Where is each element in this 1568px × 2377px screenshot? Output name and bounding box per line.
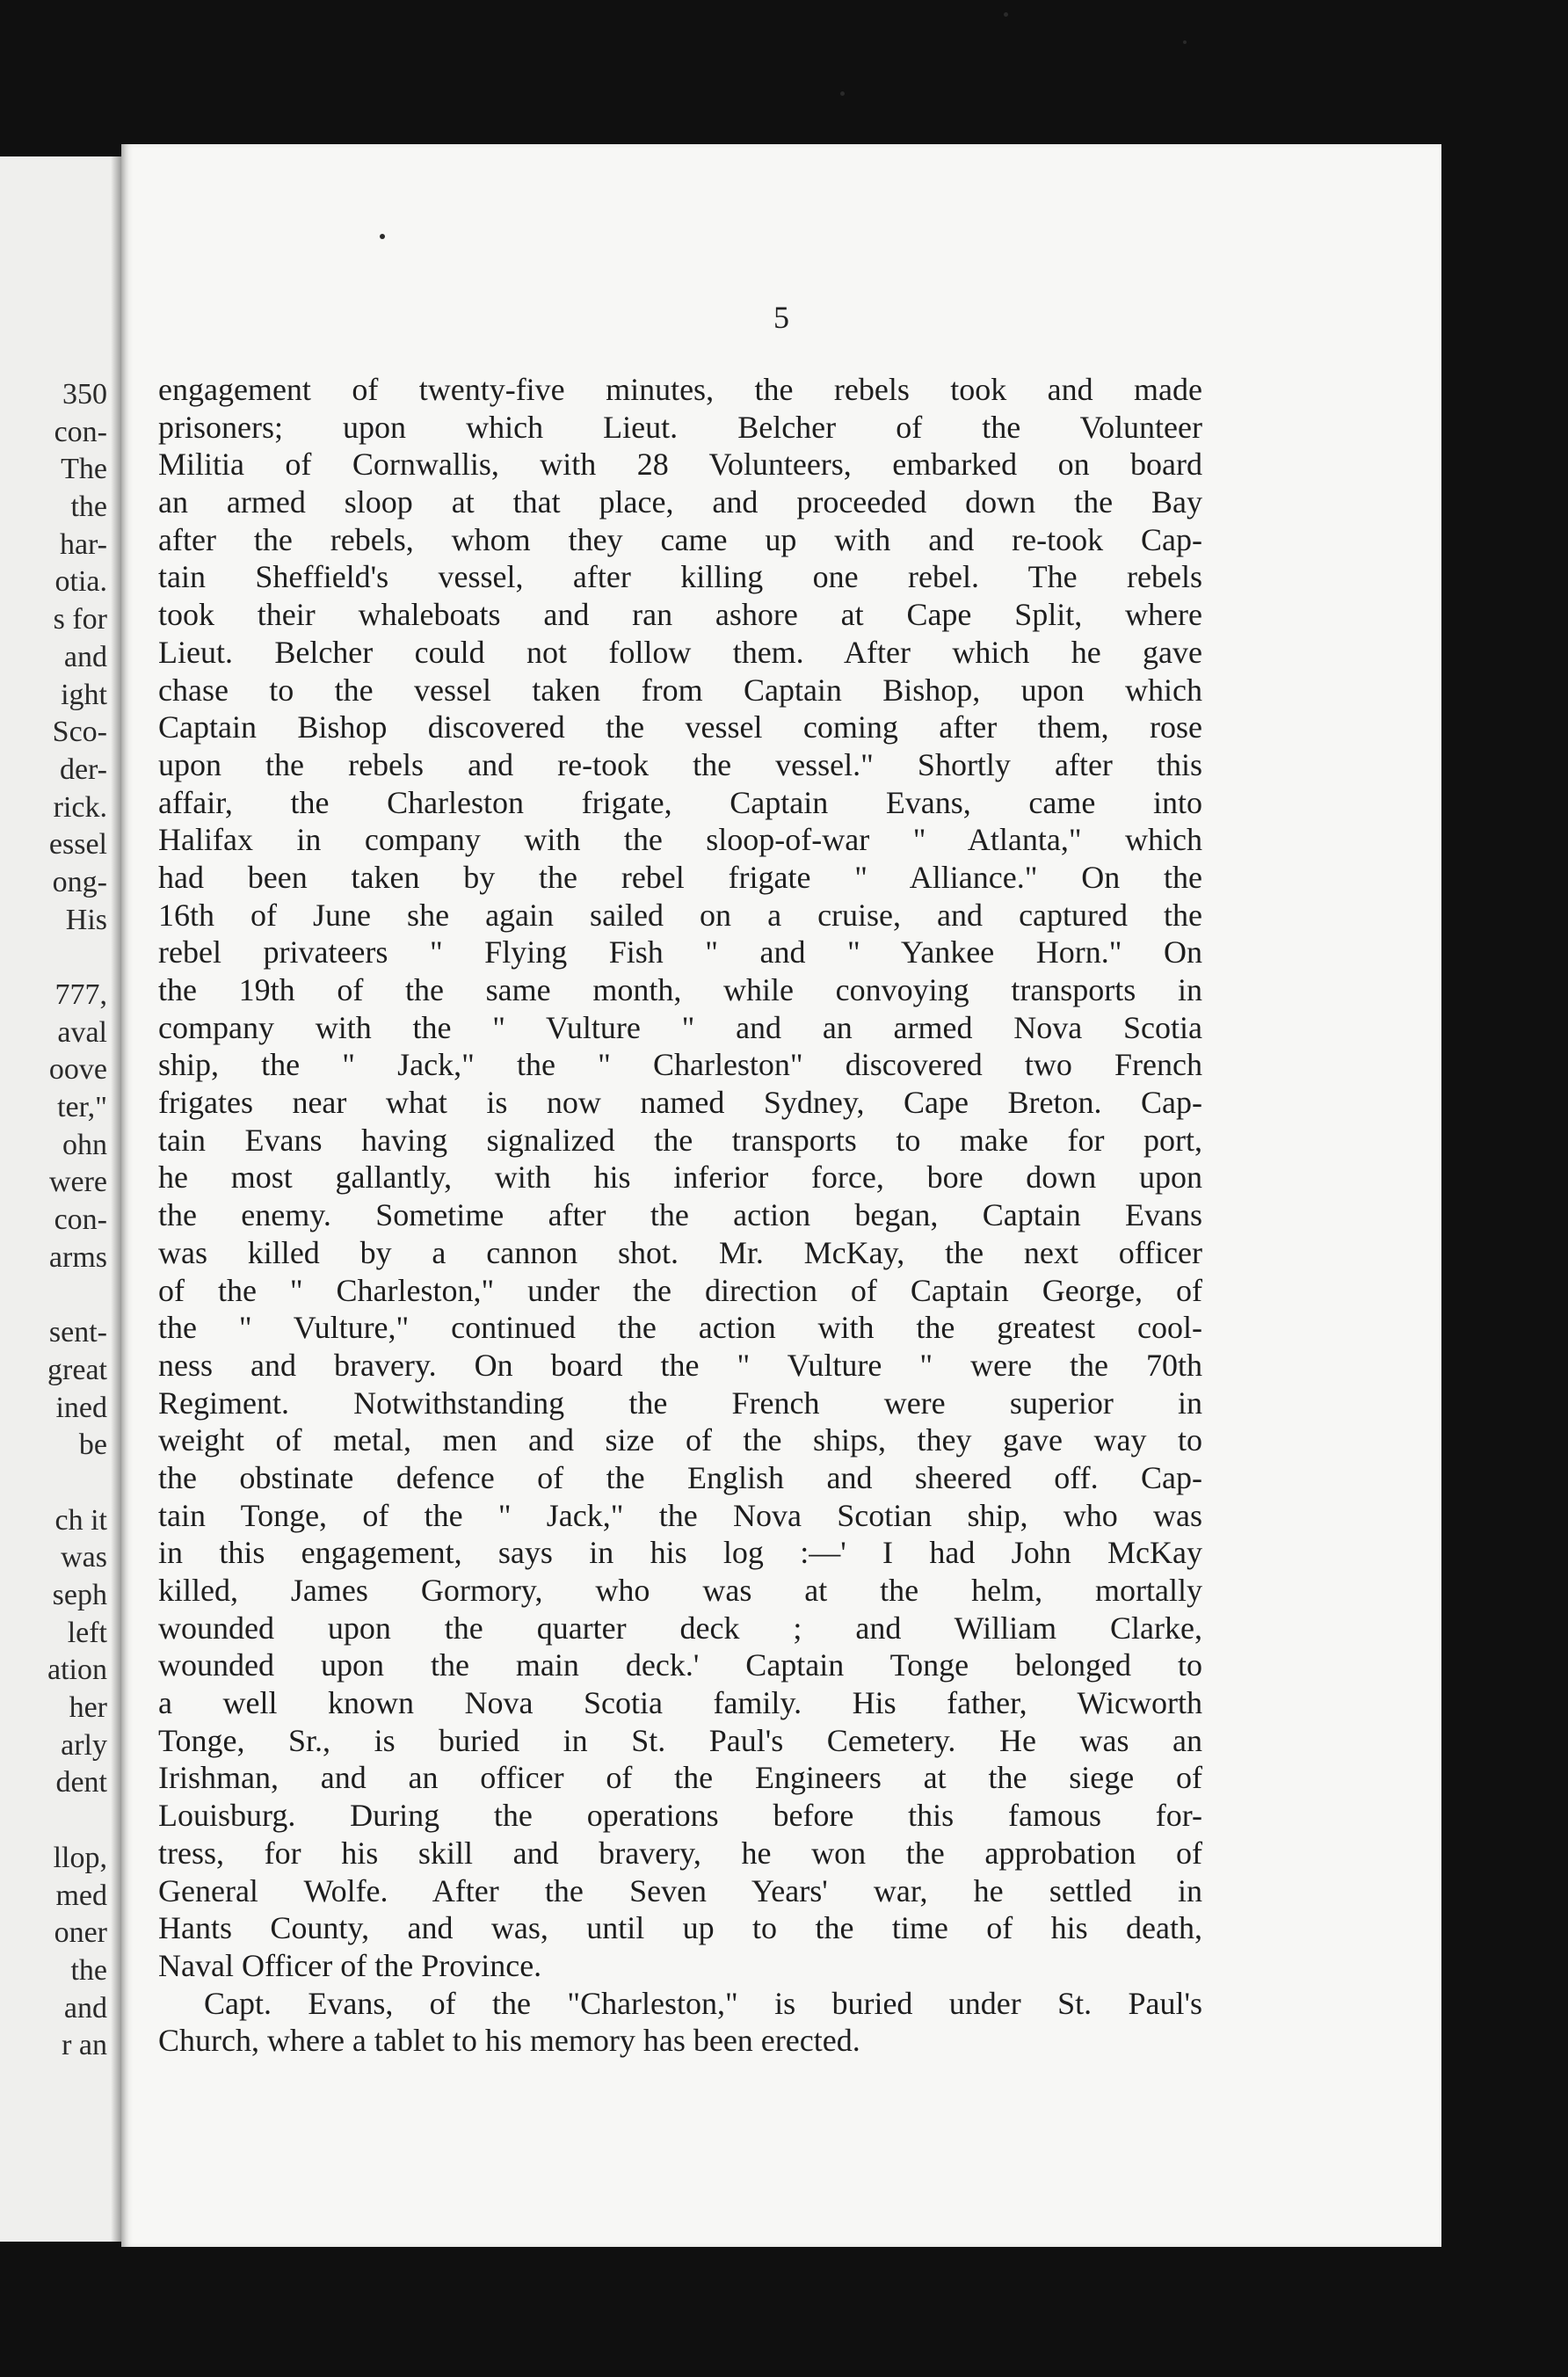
text-line: Naval Officer of the Province. [158, 1947, 542, 1983]
text-line: tain Tonge, of the " Jack," the Nova Scotian ship, who was [158, 1497, 1202, 1533]
text-line: Capt. Evans, of the "Charleston," is buried under St. Paul's [204, 1985, 1202, 2021]
left-page-fragment: be [78, 1428, 107, 1462]
text-line: rebel privateers " Flying Fish " and " Yankee Horn." On [158, 934, 1202, 970]
text-line: had been taken by the rebel frigate " Alliance." On the [158, 859, 1202, 895]
text-line: in this engagement, says in his log :—' I had John McKay [158, 1535, 1202, 1571]
text-line: killed, James Gormory, who was at the helm, mortally [158, 1573, 1202, 1608]
left-page-fragment: con- [54, 1203, 107, 1237]
page-number: 5 [773, 300, 789, 335]
body-text [158, 371, 1202, 2060]
left-page-fragment: med [55, 1879, 107, 1912]
text-line: Church, where a tablet to his memory has been erected. [158, 2023, 860, 2059]
left-page-fragment: the [70, 1953, 107, 1987]
left-page-fragment: His [65, 903, 107, 936]
text-line: upon the rebels and re-took the vessel." Shortly after this [158, 746, 1202, 782]
text-line: was killed by a cannon shot. Mr. McKay, the next officer [158, 1234, 1202, 1270]
left-page-fragment: were [48, 1166, 107, 1199]
text-line: Regiment. Notwithstanding the French were superior in [158, 1385, 1202, 1421]
dust-speck [1004, 12, 1008, 17]
left-page-fragment: arly [61, 1728, 107, 1762]
text-line: ness and bravery. On board the " Vulture " were the 70th [158, 1347, 1202, 1383]
left-page-fragment: left [67, 1616, 107, 1649]
left-page-text-fragments [2, 376, 107, 2065]
text-line: wounded upon the quarter deck ; and William Clarke, [158, 1610, 1202, 1646]
left-page-fragment: ong- [52, 865, 107, 898]
text-line: the obstinate defence of the English and sheered off. Cap- [158, 1459, 1202, 1495]
left-page-fragment [2, 1277, 107, 1315]
left-page-fragment: con- [54, 415, 107, 448]
paragraph-1 [158, 371, 1202, 1985]
text-line: Captain Bishop discovered the vessel coming after them, rose [158, 709, 1202, 745]
text-line: Tonge, Sr., is buried in St. Paul's Cemetery. He was an [158, 1722, 1202, 1758]
text-line: wounded upon the main deck.' Captain Tonge belonged to [158, 1647, 1202, 1683]
left-page-fragment: rick. [53, 790, 107, 824]
text-line: the 19th of the same month, while convoying transports in [158, 972, 1202, 1007]
text-line: Louisburg. During the operations before this famous for- [158, 1798, 1202, 1834]
left-page-edge [0, 156, 121, 2242]
left-page-fragment [2, 1802, 107, 1840]
text-line: frigates near what is now named Sydney, Cape Breton. Cap- [158, 1085, 1202, 1121]
left-page-fragment: ined [55, 1391, 107, 1424]
left-page-fragment: aval [57, 1015, 107, 1049]
left-page-fragment: was [61, 1541, 107, 1574]
text-line: ship, the " Jack," the " Charleston" discovered two French [158, 1047, 1202, 1083]
left-page-fragment: ter," [57, 1091, 107, 1124]
left-page-fragment: The [61, 453, 107, 486]
left-page-fragment: oner [54, 1916, 107, 1950]
text-line: a well known Nova Scotia family. His father, Wicworth [158, 1685, 1202, 1721]
text-line: after the rebels, whom they came up with and re-took Cap- [158, 521, 1202, 557]
text-line: tain Evans having signalized the transports to make for port, [158, 1122, 1202, 1158]
right-page [121, 144, 1441, 2247]
left-page-fragment: dent [55, 1766, 107, 1799]
text-line: tress, for his skill and bravery, he won the approbation of [158, 1835, 1202, 1871]
left-page-fragment [2, 939, 107, 977]
left-page-fragment: otia. [54, 565, 107, 599]
text-line: chase to the vessel taken from Captain Bishop, upon which [158, 672, 1202, 708]
left-page-fragment: ight [61, 678, 107, 711]
text-line: of the " Charleston," under the direction of Captain George, of [158, 1272, 1202, 1308]
text-line: Lieut. Belcher could not follow them. After which he gave [158, 634, 1202, 670]
text-line: weight of metal, men and size of the ships, they gave way to [158, 1422, 1202, 1458]
text-line: Hants County, and was, until up to the time of his death, [158, 1910, 1202, 1946]
left-page-fragment: great [47, 1353, 107, 1386]
left-page-fragment: ohn [62, 1128, 107, 1161]
text-line: General Wolfe. After the Seven Years' war, he settled in [158, 1872, 1202, 1908]
left-page-fragment: ation [47, 1654, 107, 1687]
left-page-fragment: llop, [53, 1841, 107, 1874]
text-line: engagement of twenty-five minutes, the rebels took and made [158, 372, 1202, 407]
left-page-fragment: seph [52, 1579, 107, 1611]
left-page-fragment: har- [59, 527, 107, 561]
text-line: affair, the Charleston frigate, Captain Evans, came into [158, 784, 1202, 820]
dust-speck [840, 91, 845, 96]
text-line: prisoners; upon which Lieut. Belcher of the Volunteer [158, 409, 1202, 445]
text-line: 16th of June she again sailed on a cruise, and captured the [158, 897, 1202, 933]
left-page-fragment: arms [48, 1240, 107, 1274]
left-page-fragment: essel [48, 828, 107, 861]
text-line: Militia of Cornwallis, with 28 Volunteers, embarked on board [158, 447, 1202, 483]
text-line: Irishman, and an officer of the Engineers at the siege of [158, 1760, 1202, 1796]
left-page-fragment: sent- [48, 1316, 107, 1349]
left-page-fragment: Sco- [52, 716, 107, 749]
text-line: tain Sheffield's vessel, after killing one rebel. The rebels [158, 559, 1202, 595]
text-line: the enemy. Sometime after the action began, Captain Evans [158, 1197, 1202, 1233]
left-page-fragment: her [69, 1691, 107, 1725]
left-page-fragment: s for [53, 603, 107, 636]
left-page-fragment: der- [59, 752, 107, 786]
left-page-fragment: and [63, 640, 107, 673]
text-line: an armed sloop at that place, and proceeded down the Bay [158, 484, 1202, 520]
left-page-fragment: 350 [62, 378, 107, 411]
left-page-fragment: the [70, 491, 107, 524]
text-line: Halifax in company with the sloop-of-war " Atlanta," which [158, 822, 1202, 858]
left-page-fragment [2, 1465, 107, 1502]
dust-speck [380, 234, 385, 239]
text-line: the " Vulture," continued the action with the greatest cool- [158, 1310, 1202, 1346]
left-page-fragment: and [63, 1991, 107, 2024]
text-line: company with the " Vulture " and an armed Nova Scotia [158, 1009, 1202, 1045]
paragraph-2 [158, 1985, 1202, 2060]
text-line: took their whaleboats and ran ashore at Cape Split, where [158, 597, 1202, 633]
left-page-fragment: r an [62, 2029, 107, 2062]
dust-speck [1183, 40, 1187, 44]
left-page-fragment: 777, [54, 978, 107, 1011]
left-page-fragment: oove [48, 1053, 107, 1087]
left-page-fragment: ch it [54, 1503, 107, 1537]
gutter-shadow [111, 156, 121, 2242]
text-line: he most gallantly, with his inferior force, bore down upon [158, 1159, 1202, 1196]
